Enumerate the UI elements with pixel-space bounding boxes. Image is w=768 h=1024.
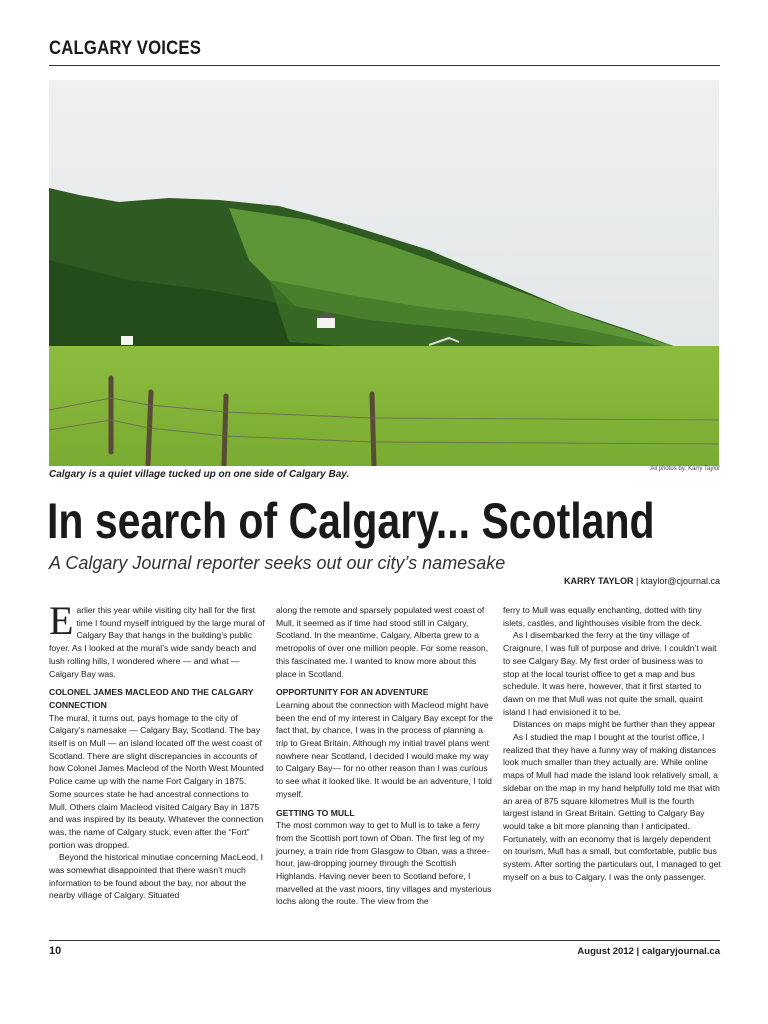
subhead: OPPORTUNITY FOR AN ADVENTURE bbox=[276, 687, 429, 698]
photo-credit: All photos by: Karry Taylor bbox=[650, 466, 720, 472]
article-column-1 bbox=[49, 598, 267, 902]
drop-cap: E bbox=[49, 598, 74, 643]
landscape-photo-icon bbox=[49, 80, 719, 466]
article-column-2 bbox=[276, 604, 494, 908]
section-title: CALGARY VOICES bbox=[49, 38, 202, 59]
bottom-divider bbox=[49, 940, 720, 941]
paragraph: Distances on maps might be further than they appear bbox=[513, 719, 716, 730]
byline-separator: | bbox=[633, 576, 641, 586]
paragraph: As I studied the map I bought at the tourist office, I realized that they have a funny way of making distances look much smaller than they actually are. While online maps of Mull had made the island look relatively small, a sidebar on the map in my hand helpfully told me that with an area of 875 square kilometres Mull is the fourth largest island in Great Britain. Getting to Calgary Bay would take a bit more planning than I anticipated. Fortunately, with an economy that is largely dependent on tourism, Mull has a small, but comfortable, public bus system. After sorting the particulars out, I managed to get myself on a bus to Calgary. I was the only passenger. bbox=[503, 732, 721, 882]
subheadline: A Calgary Journal reporter seeks out our city’s namesake bbox=[49, 553, 506, 573]
paragraph: along the remote and sparsely populated west coast of Mull, it seemed as if time had stood still in Calgary, Scotland. In the meantime, Calgary, Alberta grew to a metropolis of over one million people. For some reason, this fascinated me. I wanted to know more about this place in Scotland. bbox=[276, 605, 489, 679]
byline bbox=[564, 576, 720, 586]
byline-email: ktaylor@cjournal.ca bbox=[640, 576, 720, 586]
headline: In search of Calgary... Scotland bbox=[47, 493, 655, 549]
subhead: GETTING TO MULL bbox=[276, 807, 355, 818]
page-number: 10 bbox=[49, 945, 62, 957]
paragraph: Learning about the connection with Macleod might have been the end of my interest in Calgary Bay except for the fact that, by chance, I was in the process of planning a trip to Great Britain. Although my initial travel plans went nowhere near Scotland, I decided I would make my way to Calgary Bay— for no other reason than I was curious to see what it looked like. It would be an adventure, I told myself. bbox=[276, 699, 493, 799]
paragraph: ferry to Mull was equally enchanting, dotted with tiny islets, castles, and lighthouses visible from the deck. bbox=[503, 605, 703, 628]
photo-caption: Calgary is a quiet village tucked up on one side of Calgary Bay. bbox=[49, 469, 350, 480]
paragraph: As I disembarked the ferry at the tiny village of Craignure, I was full of purpose and drive. I couldn’t wait to see Calgary Bay. My first order of business was to stop at the local tourist office to get a map and bus schedule. It was here, however, that it first started to dawn on me that Mull was not quite the small, quaint island I had envisioned it to be. bbox=[503, 630, 717, 717]
paragraph: The most common way to get to Mull is to take a ferry from the Scottish port town of Oban. The first leg of my journey, a train ride from Glasgow to Oban, was a three-hour, jaw-dropping journey through the Scottish Highlands. Having never been to Scotland before, I marvelled at the vast moors, tiny villages and mysterious lochs along the route. The view from the bbox=[276, 820, 492, 907]
paragraph: Earlier this year while visiting city hall for the first time I found myself intrigued by the large mural of Calgary Bay that hangs in the building’s public foyer. As I looked at the mural’s wide sandy beach and lush rolling hills, I wondered where — and what — Calgary Bay was. bbox=[49, 598, 265, 679]
article-column-3 bbox=[503, 604, 721, 883]
byline-author: KARRY TAYLOR bbox=[563, 576, 634, 586]
paragraph: Beyond the historical minutiae concerning MacLeod, I was somewhat disappointed that there wasn’t much information to be found about the bay, nor about the nearby village of Calgary. Situated bbox=[49, 852, 263, 901]
footer-issue: August 2012 | calgaryjournal.ca bbox=[577, 946, 720, 957]
top-divider bbox=[49, 65, 720, 66]
subhead: COLONEL JAMES MACLEOD AND THE CALGARY CONNECTION bbox=[49, 687, 254, 710]
paragraph: The mural, it turns out, pays homage to the city of Calgary’s namesake — Calgary Bay, Scotland. The bay itself is on Mull — an island located off the west coast of Scotland. There are slight discrepancies in accounts of how Colonel James Macleod of the North West Mounted Police came up with the name Fort Calgary in 1875. Some sources state he had ancestral connections to Mull. Others claim Macleod visited Calgary Bay in 1875 and was inspired by its beauty. Whatever the connection was, the name of Calgary stuck, even after the “Fort” portion was dropped. bbox=[49, 712, 264, 850]
